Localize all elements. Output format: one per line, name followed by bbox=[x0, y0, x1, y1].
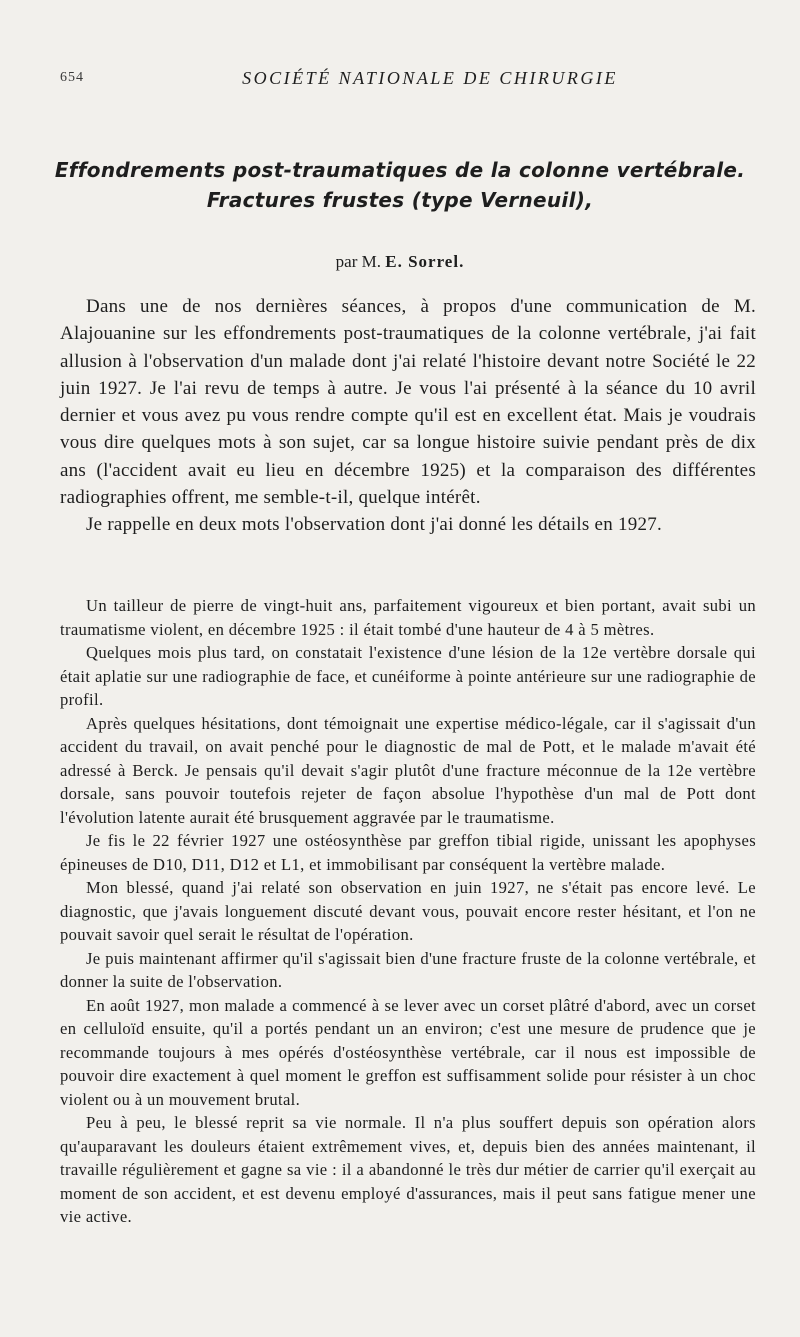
byline-prefix: par M. bbox=[335, 252, 381, 271]
article-title bbox=[40, 155, 760, 215]
case-report bbox=[60, 594, 756, 1229]
byline-author: E. Sorrel. bbox=[385, 252, 465, 271]
case-paragraph: Je fis le 22 février 1927 une ostéosynthèse par greffon tibial rigide, unissant les apophyses épineuses de D10, D11, D12 et L1, et immobilisant par conséquent la vertèbre malade. bbox=[60, 831, 756, 874]
case-paragraph: En août 1927, mon malade a commencé à se lever avec un corset plâtré d'abord, avec un corset en celluloïd ensuite, qu'il a portés pendant un an environ; c'est une mesure de prudence que je recommande toujours à mes opérés d'ostéosynthèse vertébrale, car il nous est impossible de pouvoir dire exactement à quel moment le greffon est suffisamment solide pour résister à un choc violent ou à un mouvement brutal. bbox=[60, 995, 756, 1109]
case-paragraph: Mon blessé, quand j'ai relaté son observation en juin 1927, ne s'était pas encore levé. Le diagnostic, que j'avais longuement discuté devant vous, pouvait encore rester hésitant, et l'on ne pouvait savoir quel serait le résultat de l'opération. bbox=[60, 878, 756, 944]
case-paragraph: Un tailleur de pierre de vingt-huit ans, parfaitement vigoureux et bien portant, avait subi un traumatisme violent, en décembre 1925 : il était tombé d'une hauteur de 4 à 5 mètres. bbox=[60, 596, 756, 639]
case-paragraph: Après quelques hésitations, dont témoignait une expertise médico-légale, car il s'agissait d'un accident du travail, on avait penché pour le diagnostic de mal de Pott, et le malade m'avait été adressé à Berck. Je pensais qu'il devait s'agir plutôt d'une fracture méconnue de la 12e vertèbre dorsale, sans pouvoir toutefois rejeter de façon absolue l'hypothèse d'un mal de Pott dont l'évolution latente aurait été brusquement aggravée par le traumatisme. bbox=[60, 713, 756, 827]
page-number: 654 bbox=[60, 70, 84, 85]
running-head bbox=[60, 70, 760, 94]
article-byline bbox=[0, 252, 800, 272]
intro-paragraph: Dans une de nos dernières séances, à propos d'une communication de M. Alajouanine sur les effondrements post-traumatiques de la colonne vertébrale, j'ai fait allusion à l'observation d'un malade dont j'ai relaté l'histoire devant notre Société le 22 juin 1927. Je l'ai revu de temps à autre. Je vous l'ai présenté à la séance du 10 avril dernier et vous avez pu vous rendre compte qu'il est en excellent état. Mais je voudrais vous dire quelques mots à son sujet, car sa longue histoire suivie pendant près de dix ans (l'accident avait eu lieu en décembre 1925) et la comparaison des différentes radiographies offrent, me semble-t-il, quelque intérêt. bbox=[60, 296, 756, 509]
intro-paragraph: Je rappelle en deux mots l'observation dont j'ai donné les détails en 1927. bbox=[86, 514, 662, 536]
case-paragraph: Peu à peu, le blessé reprit sa vie normale. Il n'a plus souffert depuis son opération alors qu'auparavant les douleurs étaient extrêmement vives, et, depuis bien des années maintenant, il travaille régulièrement et gagne sa vie : il a abandonné le très dur métier de carrier qu'il exerçait au moment de son accident, et est devenu employé d'assurances, mais il peut sans fatigue mener une vie active. bbox=[60, 1113, 756, 1226]
article-title-line-1: Effondrements post-traumatiques de la colonne vertébrale. bbox=[54, 158, 746, 182]
intro-text bbox=[60, 293, 756, 539]
case-paragraph: Quelques mois plus tard, on constatait l'existence d'une lésion de la 12e vertèbre dorsale qui était aplatie sur une radiographie de face, et cunéiforme à pointe antérieure sur une radiographie de profil. bbox=[60, 643, 756, 709]
article-title-line-2: Fractures frustes (type Verneuil), bbox=[206, 188, 594, 212]
journal-title: SOCIÉTÉ NATIONALE DE CHIRURGIE bbox=[242, 68, 618, 88]
case-paragraph: Je puis maintenant affirmer qu'il s'agissait bien d'une fracture fruste de la colonne vertébrale, et donner la suite de l'observation. bbox=[60, 948, 756, 991]
